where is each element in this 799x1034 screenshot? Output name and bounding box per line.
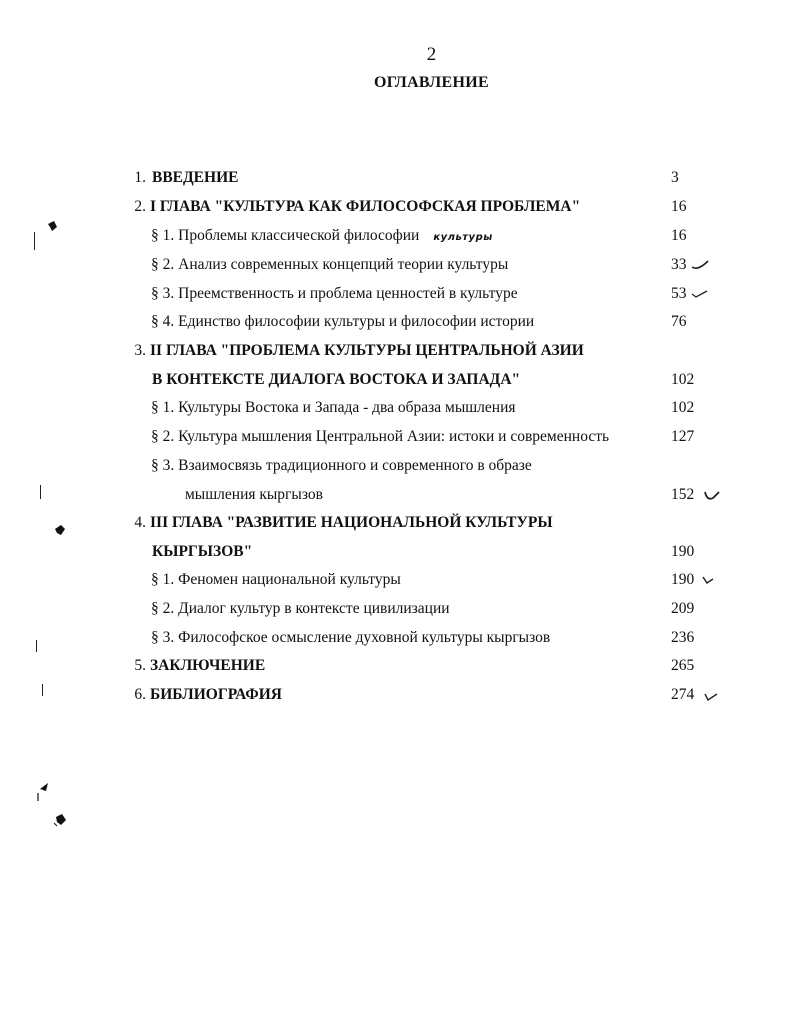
- scan-artifact: [40, 485, 41, 499]
- toc-entry-section-1-3: [0, 285, 799, 309]
- entry-page: 209: [671, 600, 695, 617]
- entry-title: II ГЛАВА "ПРОБЛЕМА КУЛЬТУРЫ ЦЕНТРАЛЬНОЙ АЗИИ: [150, 342, 584, 359]
- entry-page: 102: [671, 399, 695, 416]
- entry-title: § 1. Культуры Востока и Запада - два образа мышления: [151, 399, 516, 416]
- scan-artifact: [42, 684, 43, 696]
- entry-title: § 3. Взаимосвязь традиционного и современного в образе: [151, 457, 532, 474]
- ink-blot-icon: [53, 523, 67, 537]
- toc-entry-section-1-2: [0, 256, 799, 280]
- entry-title-text: § 1. Проблемы классической философии: [151, 227, 420, 244]
- entry-page: 152: [671, 486, 695, 503]
- entry-number: 5.: [134, 657, 146, 674]
- entry-page: 102: [671, 371, 695, 388]
- entry-title: § 2. Анализ современных концепций теории культуры: [151, 256, 509, 273]
- entry-number: 1.: [134, 169, 146, 186]
- entry-title: [151, 227, 493, 245]
- entry-page: 274: [671, 686, 695, 703]
- toc-title: ОГЛАВЛЕНИЕ: [374, 74, 489, 91]
- toc-entry-bibliography: [0, 686, 799, 710]
- toc-entry-section-1-1: [0, 227, 799, 251]
- entry-title: мышления кыргызов: [185, 486, 323, 503]
- entry-page: 16: [671, 227, 687, 244]
- check-mark-icon: [690, 258, 712, 272]
- toc-entry-section-2-2: [0, 428, 799, 452]
- entry-number: 4.: [134, 514, 146, 531]
- entry-page: 76: [671, 313, 687, 330]
- entry-title: В КОНТЕКСТЕ ДИАЛОГА ВОСТОКА И ЗАПАДА": [152, 371, 521, 388]
- entry-page: 265: [671, 657, 695, 674]
- toc-entry-section-1-4: [0, 313, 799, 337]
- handwritten-note: культуры: [433, 232, 493, 243]
- entry-page: 190: [671, 543, 695, 560]
- toc-entry-conclusion: [0, 657, 799, 681]
- ink-blot-icon: [45, 219, 59, 233]
- toc-entry-chapter-2-cont: [0, 371, 799, 395]
- check-mark-icon: [701, 574, 715, 586]
- entry-title: § 3. Философское осмысление духовной культуры кыргызов: [151, 629, 551, 646]
- ink-blot-icon: [34, 779, 52, 803]
- entry-title: III ГЛАВА "РАЗВИТИЕ НАЦИОНАЛЬНОЙ КУЛЬТУРЫ: [150, 514, 553, 531]
- scan-artifact: [36, 640, 37, 652]
- toc-entry-section-3-2: [0, 600, 799, 624]
- entry-page: 236: [671, 629, 695, 646]
- toc-entry-section-2-1: [0, 399, 799, 423]
- entry-page: 3: [671, 169, 679, 186]
- entry-title: § 2. Культура мышления Центральной Азии: истоки и современность: [151, 428, 610, 445]
- toc-entry-section-2-3-cont: [0, 486, 799, 510]
- page-number: 2: [426, 44, 437, 65]
- entry-title: ЗАКЛЮЧЕНИЕ: [150, 657, 266, 674]
- entry-title: § 1. Феномен национальной культуры: [151, 571, 401, 588]
- toc-entry-section-3-3: [0, 629, 799, 653]
- toc-entry-section-3-1: [0, 571, 799, 595]
- scan-artifact: [34, 232, 35, 250]
- check-mark-icon: [690, 288, 710, 300]
- toc-entry-chapter-2: [0, 342, 799, 366]
- check-mark-icon: [703, 690, 719, 704]
- toc-entry-chapter-3: [0, 514, 799, 538]
- entry-number: 3.: [134, 342, 146, 359]
- entry-page: 53: [671, 285, 687, 302]
- toc-entry-section-2-3: [0, 457, 799, 481]
- toc-entry-chapter-1: [0, 198, 799, 222]
- entry-title: БИБЛИОГРАФИЯ: [150, 686, 282, 703]
- entry-page: 127: [671, 428, 695, 445]
- entry-number: 2.: [134, 198, 146, 215]
- entry-page: 190: [671, 571, 695, 588]
- toc-entry-introduction: [0, 169, 799, 193]
- entry-page: 16: [671, 198, 687, 215]
- toc-entry-chapter-3-cont: [0, 543, 799, 567]
- entry-title: I ГЛАВА "КУЛЬТУРА КАК ФИЛОСОФСКАЯ ПРОБЛЕМА": [150, 198, 581, 215]
- ink-blot-icon: [52, 811, 70, 829]
- entry-number: 6.: [134, 686, 146, 703]
- entry-title: § 2. Диалог культур в контексте цивилизации: [151, 600, 450, 617]
- entry-title: КЫРГЫЗОВ": [152, 543, 253, 560]
- check-mark-icon: [703, 488, 721, 504]
- entry-title: ВВЕДЕНИЕ: [152, 169, 239, 186]
- entry-page: 33: [671, 256, 687, 273]
- entry-title: § 4. Единство философии культуры и философии истории: [151, 313, 535, 330]
- entry-title: § 3. Преемственность и проблема ценностей в культуре: [151, 285, 518, 302]
